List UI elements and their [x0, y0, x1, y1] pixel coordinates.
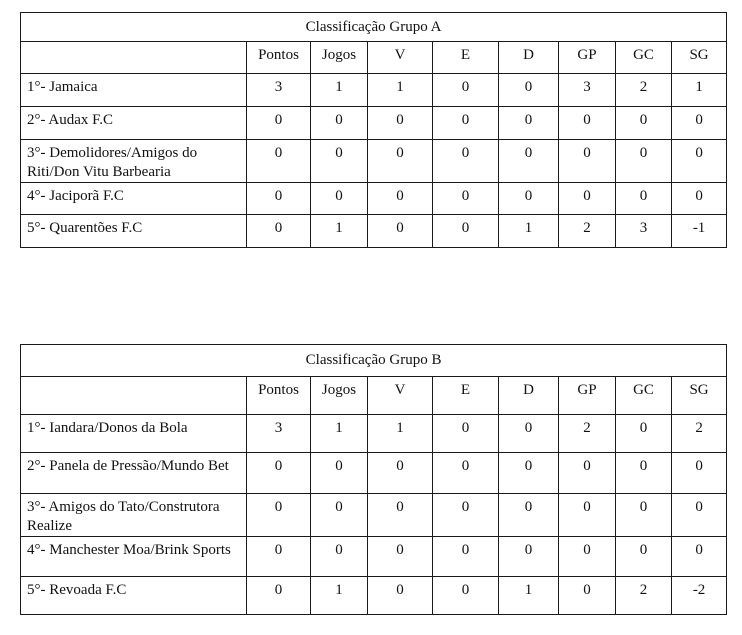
col-header-sg: SG — [672, 42, 727, 74]
stat-cell: 3 — [247, 415, 311, 453]
stat-cell: 1 — [368, 415, 433, 453]
table-row — [21, 577, 727, 615]
group-a-table — [20, 12, 727, 248]
stat-cell: 0 — [559, 494, 616, 537]
stat-cell: 0 — [616, 183, 672, 215]
col-header-jogos: Jogos — [311, 42, 368, 74]
stat-cell: 0 — [499, 537, 559, 577]
team-name: 3°- Demolidores/Amigos do Riti/Don Vitu Barbearia — [21, 140, 247, 183]
stat-cell: 2 — [559, 415, 616, 453]
team-name: 5°- Quarentões F.C — [21, 215, 247, 248]
table-row — [21, 215, 727, 248]
stat-cell: 0 — [559, 140, 616, 183]
team-name: 2°- Audax F.C — [21, 107, 247, 140]
group-a-header-row — [21, 42, 727, 74]
col-header-gp: GP — [559, 42, 616, 74]
team-name: 4°- Manchester Moa/Brink Sports — [21, 537, 247, 577]
stat-cell: 0 — [433, 183, 499, 215]
stat-cell: 1 — [499, 215, 559, 248]
stat-cell: 0 — [311, 183, 368, 215]
stat-cell: 0 — [247, 107, 311, 140]
stat-cell: 2 — [559, 215, 616, 248]
stat-cell: 0 — [368, 107, 433, 140]
group-a-title: Classificação Grupo A — [21, 13, 727, 42]
stat-cell: 0 — [368, 183, 433, 215]
stat-cell: 1 — [311, 74, 368, 107]
group-b-header-row — [21, 377, 727, 415]
stat-cell: 0 — [433, 577, 499, 615]
col-header-e: E — [433, 377, 499, 415]
stat-cell: 0 — [433, 453, 499, 494]
team-header-blank — [21, 42, 247, 74]
team-name: 1°- Iandara/Donos da Bola — [21, 415, 247, 453]
stat-cell: 0 — [433, 107, 499, 140]
stat-cell: 0 — [559, 183, 616, 215]
stat-cell: 1 — [672, 74, 727, 107]
col-header-d: D — [499, 377, 559, 415]
stat-cell: 0 — [311, 107, 368, 140]
col-header-pontos: Pontos — [247, 42, 311, 74]
stat-cell: 0 — [433, 415, 499, 453]
stat-cell: 0 — [433, 215, 499, 248]
stat-cell: 0 — [368, 140, 433, 183]
stat-cell: 0 — [433, 74, 499, 107]
col-header-gc: GC — [616, 42, 672, 74]
col-header-gc: GC — [616, 377, 672, 415]
stat-cell: 0 — [433, 494, 499, 537]
stat-cell: 1 — [311, 415, 368, 453]
col-header-pontos: Pontos — [247, 377, 311, 415]
table-row — [21, 140, 727, 183]
col-header-gp: GP — [559, 377, 616, 415]
stat-cell: 0 — [559, 453, 616, 494]
stat-cell: 0 — [672, 453, 727, 494]
stat-cell: 0 — [368, 537, 433, 577]
stat-cell: 0 — [247, 140, 311, 183]
stat-cell: 0 — [311, 537, 368, 577]
stat-cell: 0 — [559, 577, 616, 615]
stat-cell: 0 — [672, 107, 727, 140]
stat-cell: 0 — [247, 453, 311, 494]
stat-cell: 0 — [616, 537, 672, 577]
team-name: 1°- Jamaica — [21, 74, 247, 107]
col-header-e: E — [433, 42, 499, 74]
team-name: 5°- Revoada F.C — [21, 577, 247, 615]
stat-cell: 0 — [499, 183, 559, 215]
stat-cell: 0 — [247, 494, 311, 537]
team-name: 2°- Panela de Pressão/Mundo Bet — [21, 453, 247, 494]
stat-cell: 0 — [311, 453, 368, 494]
stat-cell: 0 — [499, 140, 559, 183]
team-name: 4°- Jaciporã F.C — [21, 183, 247, 215]
stat-cell: 2 — [672, 415, 727, 453]
table-row — [21, 74, 727, 107]
stat-cell: 0 — [616, 107, 672, 140]
stat-cell: 0 — [616, 415, 672, 453]
stat-cell: 2 — [616, 74, 672, 107]
stat-cell: 0 — [672, 537, 727, 577]
stat-cell: 0 — [616, 453, 672, 494]
stat-cell: 0 — [247, 537, 311, 577]
stat-cell: 0 — [368, 215, 433, 248]
stat-cell: 0 — [559, 537, 616, 577]
stat-cell: 0 — [368, 494, 433, 537]
group-b-table — [20, 344, 727, 615]
col-header-sg: SG — [672, 377, 727, 415]
stat-cell: 1 — [311, 215, 368, 248]
stat-cell: 0 — [559, 107, 616, 140]
stat-cell: 0 — [672, 494, 727, 537]
stat-cell: 3 — [616, 215, 672, 248]
stat-cell: 0 — [368, 453, 433, 494]
col-header-v: V — [368, 377, 433, 415]
stat-cell: 0 — [499, 494, 559, 537]
team-header-blank — [21, 377, 247, 415]
stat-cell: 2 — [616, 577, 672, 615]
col-header-v: V — [368, 42, 433, 74]
stat-cell: 0 — [499, 453, 559, 494]
stat-cell: 1 — [368, 74, 433, 107]
table-row — [21, 537, 727, 577]
col-header-d: D — [499, 42, 559, 74]
col-header-jogos: Jogos — [311, 377, 368, 415]
table-row — [21, 453, 727, 494]
table-row — [21, 183, 727, 215]
stat-cell: 0 — [433, 537, 499, 577]
team-name: 3°- Amigos do Tato/Construtora Realize — [21, 494, 247, 537]
stat-cell: 0 — [247, 215, 311, 248]
stat-cell: 0 — [672, 183, 727, 215]
table-row — [21, 107, 727, 140]
stat-cell: 0 — [247, 577, 311, 615]
table-row — [21, 415, 727, 453]
stat-cell: 0 — [616, 140, 672, 183]
stat-cell: 0 — [672, 140, 727, 183]
stat-cell: 3 — [559, 74, 616, 107]
stat-cell: 0 — [499, 74, 559, 107]
stat-cell: 1 — [499, 577, 559, 615]
stat-cell: 0 — [247, 183, 311, 215]
stat-cell: 0 — [311, 140, 368, 183]
group-b-title: Classificação Grupo B — [21, 345, 727, 377]
stat-cell: -1 — [672, 215, 727, 248]
stat-cell: 0 — [433, 140, 499, 183]
stat-cell: 0 — [499, 415, 559, 453]
stat-cell: 3 — [247, 74, 311, 107]
table-row — [21, 494, 727, 537]
stat-cell: 0 — [499, 107, 559, 140]
stat-cell: 0 — [368, 577, 433, 615]
stat-cell: 0 — [616, 494, 672, 537]
stat-cell: 1 — [311, 577, 368, 615]
stat-cell: -2 — [672, 577, 727, 615]
stat-cell: 0 — [311, 494, 368, 537]
